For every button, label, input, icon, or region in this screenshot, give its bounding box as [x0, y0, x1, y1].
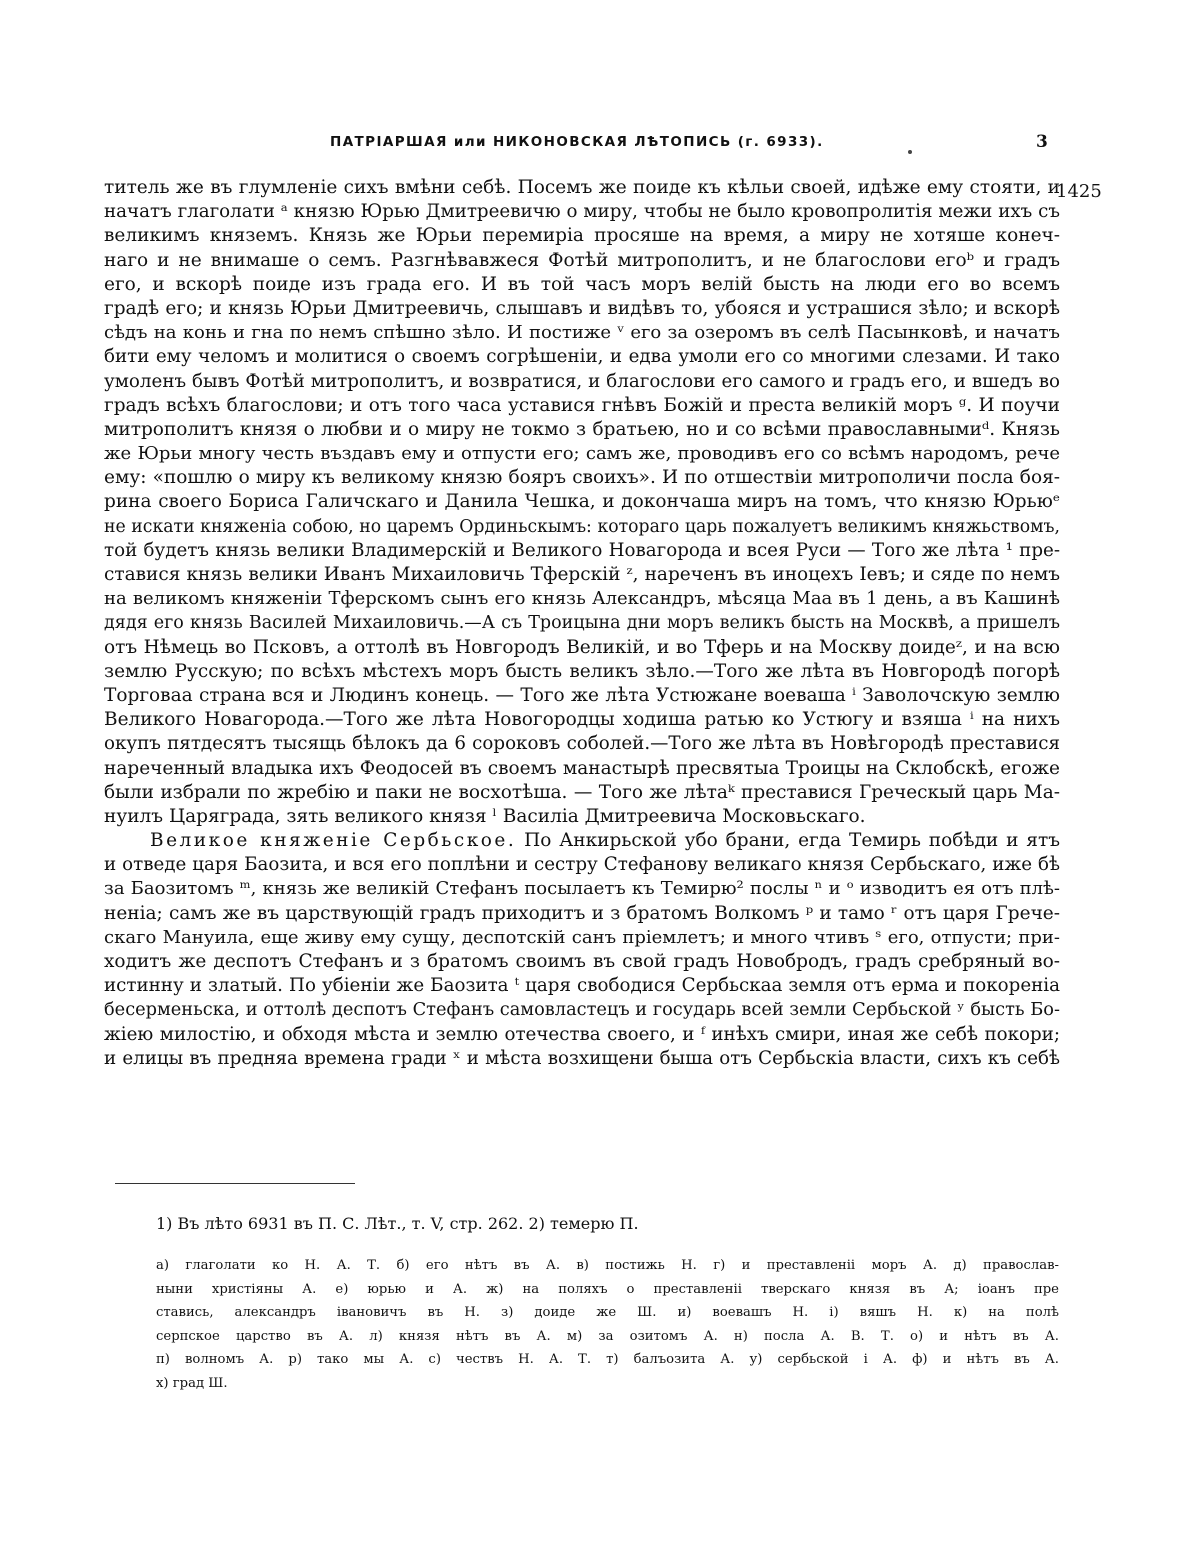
page-number: 3 [1036, 132, 1048, 152]
text-line: умоленъ бывъ Фотѣй митрополитъ, и возвратися, и благослови его самого и градъ его, и вшедъ во [104, 370, 1060, 392]
text-line: Торговаа страна вся и Людинъ конець. — Того же лѣта Устюжане воеваша ⁱ Заволочскую землю [104, 684, 1060, 706]
text-line: начатъ глаголати ᵃ князю Юрью Дмитреевичю о миру, чтобы не было кровопролитія межи ихъ съ [104, 201, 1060, 223]
variant-line: п) волномъ А. р) тако мы А. с) чествъ Н. А. Т. т) балъозита А. у) сербьской і А. ф) и нѣтъ въ А. [156, 1352, 1059, 1367]
footnote-divider [115, 1183, 355, 1184]
footnote-main: 1) Въ лѣто 6931 въ П. С. Лѣт., т. V, стр. 262. 2) темерю П. [156, 1214, 639, 1233]
ink-speck [908, 150, 912, 154]
variant-line: х) град Ш. [156, 1375, 228, 1391]
text-line: неніа; самъ же въ царствующій градъ приходитъ и з братомъ Волкомъ ᵖ и тамо ʳ отъ царя Грече- [104, 902, 1060, 924]
variant-line: ставись, александръ івановичъ въ Н. з) доиде же Ш. и) воевашъ Н. і) вяшъ Н. к) на полѣ [156, 1305, 1059, 1320]
text-line: митрополитъ князя о любви и о миру не токмо з братьею, но и со всѣми православнымиᵈ. Князь [104, 418, 1060, 440]
text-line: сѣдъ на конь и гна по немъ спѣшно зѣло. И постиже ᵛ его за озеромъ въ селѣ Пасынковѣ, и начатъ [104, 322, 1060, 344]
text-line: бити ему челомъ и молитися о своемъ согрѣшеніи, и едва умоли его со многими слезами. И тако [104, 346, 1060, 368]
text-line: и отведе царя Баозита, и вся его поплѣни и сестру Стефанову великаго князя Сербьскаго, иже бѣ [104, 854, 1060, 876]
section-heading: Великое княженіе Сербьское. [150, 830, 517, 852]
text-line: были избрали по жребію и паки не восхотѣша. — Того же лѣтаᵏ преставися Греческый царь Ма- [104, 781, 1060, 803]
variant-line: ныни христіяны А. е) юрью и А. ж) на поляхъ о преставленіі тверскаго князя въ А; іоанъ пре [156, 1281, 1059, 1297]
text-line: градъ всѣхъ благослови; и отъ того часа уставися гнѣвъ Божій и преста великій моръ ᵍ. И поучи [104, 394, 1060, 416]
variant-line: а) глаголати ко Н. А. Т. б) его нѣтъ въ А. в) постижь Н. г) и преставленіі моръ А. д) православ- [156, 1258, 1059, 1273]
text-line: землю Русскую; по всѣхъ мѣстехъ моръ бысть великъ зѣло.—Того же лѣта въ Новгородѣ погорѣ [104, 660, 1060, 682]
text-line: ему: «пошлю о миру къ великому князю бояръ своихъ». И по отшествіи митрополичи посла боя- [104, 467, 1060, 489]
text-line: градѣ его; и князь Юрьи Дмитреевичь, слышавъ и видѣвъ то, убояся и устрашися зѣло; и вскорѣ [104, 297, 1060, 319]
text-line: за Баозитомъ ᵐ, князь же великій Стефанъ посылаетъ къ Темирю² послы ⁿ и ᵒ изводитъ ея отъ плѣ- [104, 878, 1060, 900]
text-line: бесерменьска, и оттолѣ деспотъ Стефанъ самовластецъ и государь всей земли Сербьской ʸ бысть Бо- [104, 1000, 1060, 1021]
variant-readings [156, 1254, 1059, 1395]
chronicle-text [104, 176, 1060, 1071]
text-line: жіею милостію, и обходя мѣста и землю отечества своего, и ᶠ инѣхъ смири, иная же себѣ покори; [104, 1023, 1060, 1045]
text-line: и елицы въ предняа времена гради ˣ и мѣста возхищени быша отъ Сербьскіа власти, сихъ къ себѣ [104, 1047, 1060, 1069]
text-line: на великомъ княженіи Тферскомъ сынъ его князь Александръ, мѣсяца Маа въ 1 день, а въ Кашинѣ [104, 588, 1060, 610]
running-title: ПАТРІАРШАЯ или НИКОНОВСКАЯ ЛѢТОПИСЬ (г. 6933). [330, 134, 824, 150]
margin-year: 1425 [1056, 181, 1102, 202]
text-line: ходитъ же деспотъ Стефанъ и з братомъ своимъ въ свой градъ Новобродъ, градъ сребряный во- [104, 951, 1060, 972]
text-line: великимъ княземъ. Князь же Юрьи перемиріа просяше на время, а миру не хотяше конеч- [104, 225, 1060, 247]
text-line: той будетъ князь велики Владимерскій и Великого Новагорода и всея Руси — Того же лѣта ¹ пре- [104, 539, 1060, 561]
text-line: Великого Новагорода.—Того же лѣта Новогородцы ходиша ратью ко Устюгу и взяша ⁱ на нихъ [104, 709, 1060, 731]
text-line: окупъ пятдесятъ тысящь бѣлокъ да 6 сороковъ соболей.—Того же лѣта въ Новѣгородѣ преставися [104, 733, 1060, 755]
text-line: скаго Мануила, еще живу ему сущу, деспотскій санъ пріемлетъ; и много чтивъ ˢ его, отпусти; при- [104, 926, 1060, 948]
variant-line: серпское царство въ А. л) князя нѣтъ въ А. м) за озитомъ А. н) посла А. В. Т. о) и нѣтъ въ А. [156, 1328, 1059, 1344]
text-line: нуилъ Царяграда, зять великого князя ˡ Василіа Дмитреевича Московьскаго. [104, 805, 866, 827]
text-line: дядя его князь Василей Михаиловичь.—А съ Троицына дни моръ великъ бысть на Москвѣ, а пришелъ [104, 613, 1060, 634]
text-line: истинну и златый. По убіеніи же Баозита ᵗ царя свободися Сербьскаа земля отъ ерма и покореніа [104, 975, 1060, 997]
text-line: его, и вскорѣ поиде изъ града его. И въ той часъ моръ велій бысть на люди его во всемъ [104, 273, 1060, 295]
section-first-line-text: По Анкирьской убо брани, егда Темирь побѣди и ятъ [524, 830, 1060, 852]
section-first-line [104, 829, 1060, 853]
text-line: наго и не внимаше о семъ. Разгнѣвавжеся Фотѣй митрополитъ, и не благослови егоᵇ и градъ [104, 249, 1060, 271]
text-line: рина своего Бориса Галичскаго и Данила Чешка, и докончаша миръ на томъ, что князю Юрьюᵉ [104, 491, 1060, 513]
text-line: нареченный владыка ихъ Феодосей въ своемъ манастырѣ пресвятыа Троицы на Склобскѣ, егоже [104, 757, 1060, 779]
text-line: же Юрьи многу честь въздавъ ему и отпусти его; самъ же, проводивъ его со всѣмъ народомъ, рече [104, 443, 1060, 465]
text-line: не искати княженіа собою, но царемъ Ординьскымъ: котораго царь пожалуетъ великимъ княжьствомъ, [104, 516, 1060, 537]
text-line: ставися князь велики Иванъ Михаиловичь Тферскій ᶻ, нареченъ въ иноцехъ Іевъ; и сяде по немъ [104, 564, 1060, 585]
text-line: отъ Нѣмець во Псковъ, а оттолѣ въ Новгородъ Великій, и во Тферь и на Москву доидеᶻ, и на всю [104, 636, 1060, 658]
text-line: титель же въ глумленіе сихъ вмѣни себѣ. Посемъ же поиде къ кѣльи своей, идѣже ему стояти, и [104, 177, 1060, 198]
